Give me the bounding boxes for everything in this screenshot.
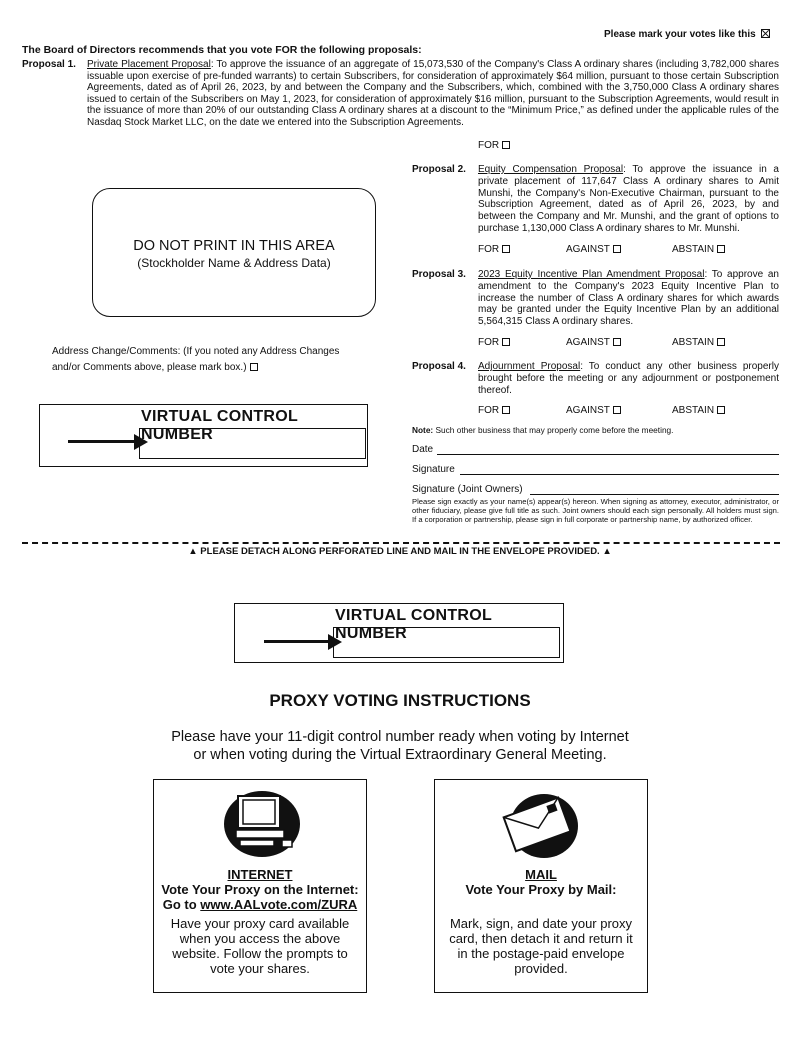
voting-website-link[interactable]: www.AALvote.com/ZURA <box>200 897 358 912</box>
checkbox[interactable] <box>717 245 725 253</box>
proposal-1-title: Private Placement Proposal <box>87 59 211 70</box>
proposal-4-abstain[interactable]: ABSTAIN <box>672 405 725 416</box>
joint-signature-line[interactable] <box>530 494 779 495</box>
checkbox[interactable] <box>717 406 725 414</box>
proposal-4-for[interactable]: FOR <box>478 405 510 416</box>
proposal-1-number: Proposal 1. <box>22 59 76 70</box>
joint-signature-label: Signature (Joint Owners) <box>412 484 523 495</box>
note-text: Such other business that may properly come before the meeting. <box>433 425 674 435</box>
vcn-input-bottom[interactable] <box>333 627 560 658</box>
detach-instruction: ▲ PLEASE DETACH ALONG PERFORATED LINE AND MAIL IN THE ENVELOPE PROVIDED. ▲ <box>188 546 612 557</box>
goto-prefix: Go to <box>162 897 201 912</box>
address-change-line1: Address Change/Comments: (If you noted any Address Changes <box>52 346 340 357</box>
mail-subheading: Vote Your Proxy by Mail: <box>465 882 617 897</box>
stockholder-data-label: (Stockholder Name & Address Data) <box>137 256 331 270</box>
perforated-line <box>22 542 780 544</box>
arrow-icon <box>68 440 138 443</box>
address-change-line2: and/or Comments above, please mark box.) <box>52 362 247 373</box>
checkbox[interactable] <box>717 338 725 346</box>
proposal-2-title: Equity Compensation Proposal <box>478 164 624 175</box>
checkbox[interactable] <box>502 245 510 253</box>
virtual-control-number-box-bottom <box>234 603 564 663</box>
instructions-line1: Please have your 11-digit control number ready when voting by Internet <box>171 729 629 745</box>
proposal-4-text <box>478 361 779 396</box>
proposal-2-for[interactable]: FOR <box>478 244 510 255</box>
address-change <box>52 344 339 376</box>
signature-label: Signature <box>412 464 455 475</box>
date-line[interactable] <box>437 454 779 455</box>
internet-body: Have your proxy card available when you access the above website. Follow the prompts to vote your shares. <box>170 916 350 976</box>
proposal-4-title: Adjournment Proposal <box>478 361 581 372</box>
sign-instructions: Please sign exactly as your name(s) appear(s) hereon. When signing as attorney, executor, administrator, or other fiduciary, please give full title as such. Joint owners should each sign personally. All holders must sign. If a corporation or partnership, please sign in full corporate or partnership name, by authorized officer. <box>412 497 779 525</box>
proposal-1-for[interactable]: FOR <box>478 140 510 151</box>
proposal-1-text <box>87 59 779 128</box>
proposal-4-against[interactable]: AGAINST <box>566 405 621 416</box>
proposal-2-number: Proposal 2. <box>412 164 466 175</box>
internet-heading: INTERNET <box>227 867 293 882</box>
proposal-2-body: : To approve the issuance in a private placement of 117,647 Class A ordinary shares to Amit Munshi, the Company's Non-Executive Chairman, pursuant to the Subscription Agreement, dated as of April 26, 2023, by and between the Company and Mr. Munshi, and the grant of options to purchase 1,130,000 Class A ordinary shares to Mr. Munshi. <box>478 164 779 234</box>
internet-subheading: Vote Your Proxy on the Internet: <box>161 882 359 897</box>
proxy-instructions <box>0 728 800 764</box>
proposal-2-abstain[interactable]: ABSTAIN <box>672 244 725 255</box>
example-marked-checkbox <box>761 29 770 38</box>
proposal-3-for[interactable]: FOR <box>478 337 510 348</box>
mail-voting-box <box>434 779 648 993</box>
proposal-3-body: : To approve an amendment to the Company's 2023 Equity Incentive Plan to increase the number of Class A ordinary shares for which awards may be granted under the Equity Incentive Plan by an additional 5,564,315 Class A ordinary shares. <box>478 269 779 328</box>
checkbox[interactable] <box>502 406 510 414</box>
do-not-print-label: DO NOT PRINT IN THIS AREA <box>133 238 335 254</box>
internet-goto <box>154 897 366 912</box>
mark-votes-text: Please mark your votes like this <box>604 29 756 40</box>
date-label: Date <box>412 444 434 455</box>
proposal-3-title: 2023 Equity Incentive Plan Amendment Proposal <box>478 269 705 280</box>
proxy-voting-title: PROXY VOTING INSTRUCTIONS <box>269 691 531 710</box>
mail-body: Mark, sign, and date your proxy card, then detach it and return it in the postage-paid envelope provided. <box>449 916 633 976</box>
proposal-1-body: : To approve the issuance of an aggregate of 15,073,530 of the Company's Class A ordinary shares (including 3,782,000 shares issuable upon exercise of pre-funded warrants) to certain Subscribers, for consideration of approximately $64 million, pursuant to those certain Subscription Agreements, dated as of April 26, 2023, by and between the Company and the Subscribers, which, combined with the 3,750,000 Class A ordinary shares issued to certain of the Subscribers on May 1, 2023, for consideration of approximately $16 million, pursuant to the Subscription Agreements, would result in the issuance of more than 20% of our outstanding Class A ordinary shares at a discount to the “Minimum Price,” as defined under the applicable rules of the Nasdaq Stock Market LLC, on the date we entered into the Subscription Agreements. <box>87 59 779 128</box>
proposal-3-against[interactable]: AGAINST <box>566 337 621 348</box>
checkbox[interactable] <box>613 245 621 253</box>
proposal-4-body: : To conduct any other business properly brought before the meeting or any adjournment or postponement thereof. <box>478 361 779 396</box>
proposal-3-abstain[interactable]: ABSTAIN <box>672 337 725 348</box>
proposal-3-text <box>478 269 779 328</box>
computer-icon <box>218 788 302 858</box>
proposal-2-text <box>478 164 779 235</box>
note <box>412 425 673 435</box>
proposal-2-against[interactable]: AGAINST <box>566 244 621 255</box>
checkbox[interactable] <box>613 338 621 346</box>
signature-line[interactable] <box>460 474 779 475</box>
address-print-area <box>92 188 376 317</box>
proposal-4-number: Proposal 4. <box>412 361 466 372</box>
vcn-title-bottom: VIRTUAL CONTROL NUMBER <box>335 607 492 642</box>
envelope-icon <box>498 788 584 860</box>
proposal-3-number: Proposal 3. <box>412 269 466 280</box>
vcn-title: VIRTUAL CONTROL NUMBER <box>141 408 298 443</box>
checkbox[interactable] <box>613 406 621 414</box>
mail-heading: MAIL <box>525 867 557 882</box>
checkbox[interactable] <box>502 338 510 346</box>
internet-voting-box <box>153 779 367 993</box>
vcn-input[interactable] <box>139 428 366 459</box>
board-recommendation: The Board of Directors recommends that you vote FOR the following proposals: <box>22 44 422 56</box>
mark-votes-instruction <box>604 29 770 40</box>
arrow-icon <box>264 640 332 643</box>
virtual-control-number-box <box>39 404 368 467</box>
note-label: Note: <box>412 425 434 435</box>
address-change-checkbox[interactable] <box>250 363 258 371</box>
instructions-line2: or when voting during the Virtual Extraordinary General Meeting. <box>193 747 607 763</box>
checkbox[interactable] <box>502 141 510 149</box>
